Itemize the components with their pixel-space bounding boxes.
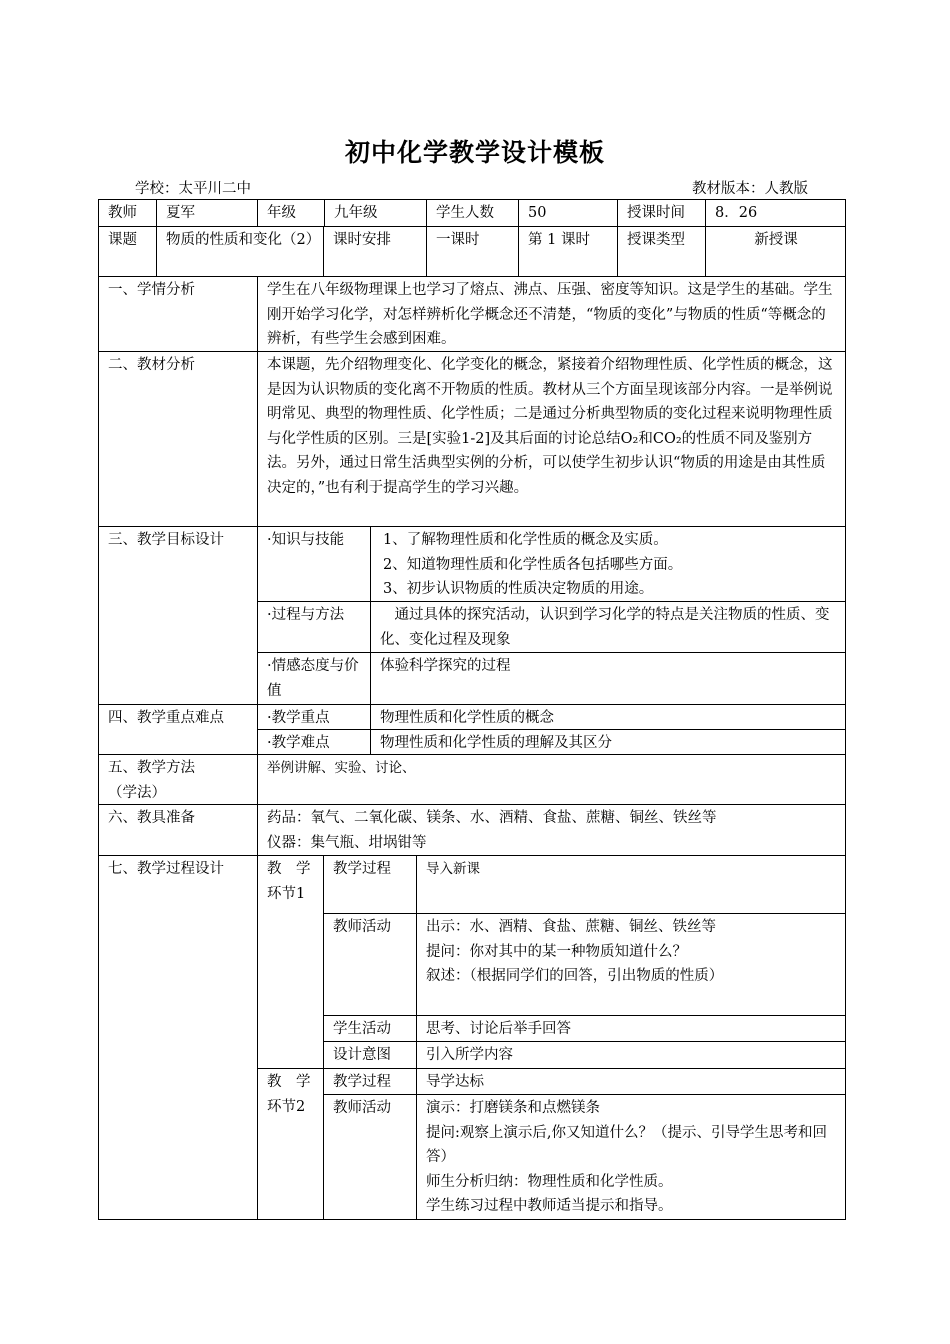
l1-proc-label: 教学过程 — [323, 855, 416, 913]
l2-teacher-item: 提问:观察上演示后,你又知道什么？（提示、引导学生思考和回答） — [426, 1124, 827, 1165]
link1-label: 教 学环节1 — [257, 855, 323, 1068]
l1-intent-label: 设计意图 — [323, 1041, 416, 1068]
teacher-value: 夏军 — [156, 199, 257, 226]
grade-value: 九年级 — [324, 199, 426, 226]
knowledge-item: 2、知道物理性质和化学性质各包括哪些方面。 — [383, 556, 683, 573]
l2-teacher-list — [416, 1094, 846, 1220]
s3-label: 三、教学目标设计 — [98, 526, 257, 704]
l2-proc-label: 教学过程 — [323, 1068, 416, 1094]
l2-teacher-item: 师生分析归纳：物理性质和化学性质。 — [426, 1173, 673, 1190]
grade-label: 年级 — [257, 199, 324, 226]
s4-key-text: 物理性质和化学性质的概念 — [370, 704, 846, 729]
l2-teacher-item: 学生练习过程中教师适当提示和指导。 — [426, 1198, 673, 1214]
s1-label: 一、学情分析 — [98, 276, 257, 351]
hours-value: 一课时 — [426, 226, 518, 276]
s3-process-label: ·过程与方法 — [257, 601, 370, 652]
knowledge-item: 3、初步认识物质的性质决定物质的用途。 — [383, 581, 654, 597]
s3-emotion-label: ·情感态度与价值 — [257, 652, 370, 704]
l1-teacher-item: 叙述：（根据同学们的回答，引出物质的性质） — [426, 968, 724, 984]
l1-teacher-list — [416, 913, 846, 1015]
date-label: 授课时间 — [617, 199, 705, 226]
l2-teacher-item: 演示：打磨镁条和点燃镁条 — [426, 1100, 600, 1116]
s5-text: 举例讲解、实验、讨论、 — [257, 754, 846, 804]
document-title: 初中化学教学设计模板 — [344, 138, 605, 167]
link2-label: 教 学环节2 — [257, 1068, 323, 1220]
l1-teacher-item: 出示：水、酒精、食盐、蔗糖、铜丝、铁丝等 — [426, 919, 716, 935]
s6-content — [257, 804, 846, 855]
s4-difficulty-text: 物理性质和化学性质的理解及其区分 — [370, 729, 846, 754]
l1-teacher-label: 教师活动 — [323, 913, 416, 1015]
s5-label: 五、教学方法（学法） — [98, 754, 257, 804]
s6-tools: 仪器：集气瓶、坩埚钳等 — [267, 834, 427, 851]
l1-student-label: 学生活动 — [323, 1015, 416, 1041]
l2-teacher-label: 教师活动 — [323, 1094, 416, 1220]
period-value: 第 1 课时 — [518, 226, 617, 276]
edition-label: 教材版本：人教版 — [692, 181, 808, 197]
s4-key-label: ·教学重点 — [257, 704, 370, 729]
students-label: 学生人数 — [426, 199, 518, 226]
teacher-label: 教师 — [98, 199, 156, 226]
type-label: 授课类型 — [617, 226, 705, 276]
l1-proc-text: 导入新课 — [416, 855, 846, 913]
s7-label: 七、教学过程设计 — [98, 855, 257, 1220]
hours-label: 课时安排 — [323, 226, 426, 276]
s4-difficulty-label: ·教学难点 — [257, 729, 370, 754]
l1-intent-text: 引入所学内容 — [416, 1041, 846, 1068]
s3-knowledge-label: ·知识与技能 — [257, 526, 370, 601]
s4-label: 四、教学重点难点 — [98, 704, 257, 754]
type-value: 新授课 — [705, 226, 846, 276]
school-label: 学校：太平川二中 — [135, 181, 251, 197]
s6-drugs: 药品：氧气、二氧化碳、镁条、水、酒精、食盐、蔗糖、铜丝、铁丝等 — [267, 810, 717, 826]
topic-value: 物质的性质和变化（2） — [156, 226, 323, 276]
s3-process-text: 通过具体的探究活动，认识到学习化学的特点是关注物质的性质、变化、变化过程及现象 — [370, 601, 846, 652]
knowledge-item: 1、了解物理性质和化学性质的概念及实质。 — [383, 532, 668, 548]
topic-label: 课题 — [98, 226, 156, 276]
s1-text: 学生在八年级物理课上也学习了熔点、沸点、压强、密度等知识。这是学生的基础。学生刚开始学习化学，对怎样辨析化学概念还不清楚，“物质的变化”与物质的性质“等概念的辨析，有些学生会感到困难。 — [257, 276, 846, 351]
l1-student-text: 思考、讨论后举手回答 — [416, 1015, 846, 1041]
s6-label: 六、教具准备 — [98, 804, 257, 855]
l1-teacher-item: 提问：你对其中的某一种物质知道什么？ — [426, 943, 687, 960]
s2-text: 本课题，先介绍物理变化、化学变化的概念，紧接着介绍物理性质、化学性质的概念，这是因为认识物质的变化离不开物质的性质。教材从三个方面呈现该部分内容。一是举例说明常见、典型的物理性质、化学性质；二是通过分析典型物质的变化过程来说明物理性质与化学性质的区别。三是[实验1-2]及其后面的讨论总结O₂和CO₂的性质不同及鉴别方法。另外，通过日常生活典型实例的分析，可以使学生初步认识“物质的用途是由其性质决定的，”也有利于提高学生的学习兴趣。 — [257, 351, 846, 526]
students-value: 50 — [518, 199, 617, 226]
s2-label: 二、教材分析 — [98, 351, 257, 526]
date-value: 8．26 — [705, 199, 846, 226]
s3-knowledge-list — [370, 526, 846, 601]
s3-emotion-text: 体验科学探究的过程 — [370, 652, 846, 704]
l2-proc-text: 导学达标 — [416, 1068, 846, 1094]
